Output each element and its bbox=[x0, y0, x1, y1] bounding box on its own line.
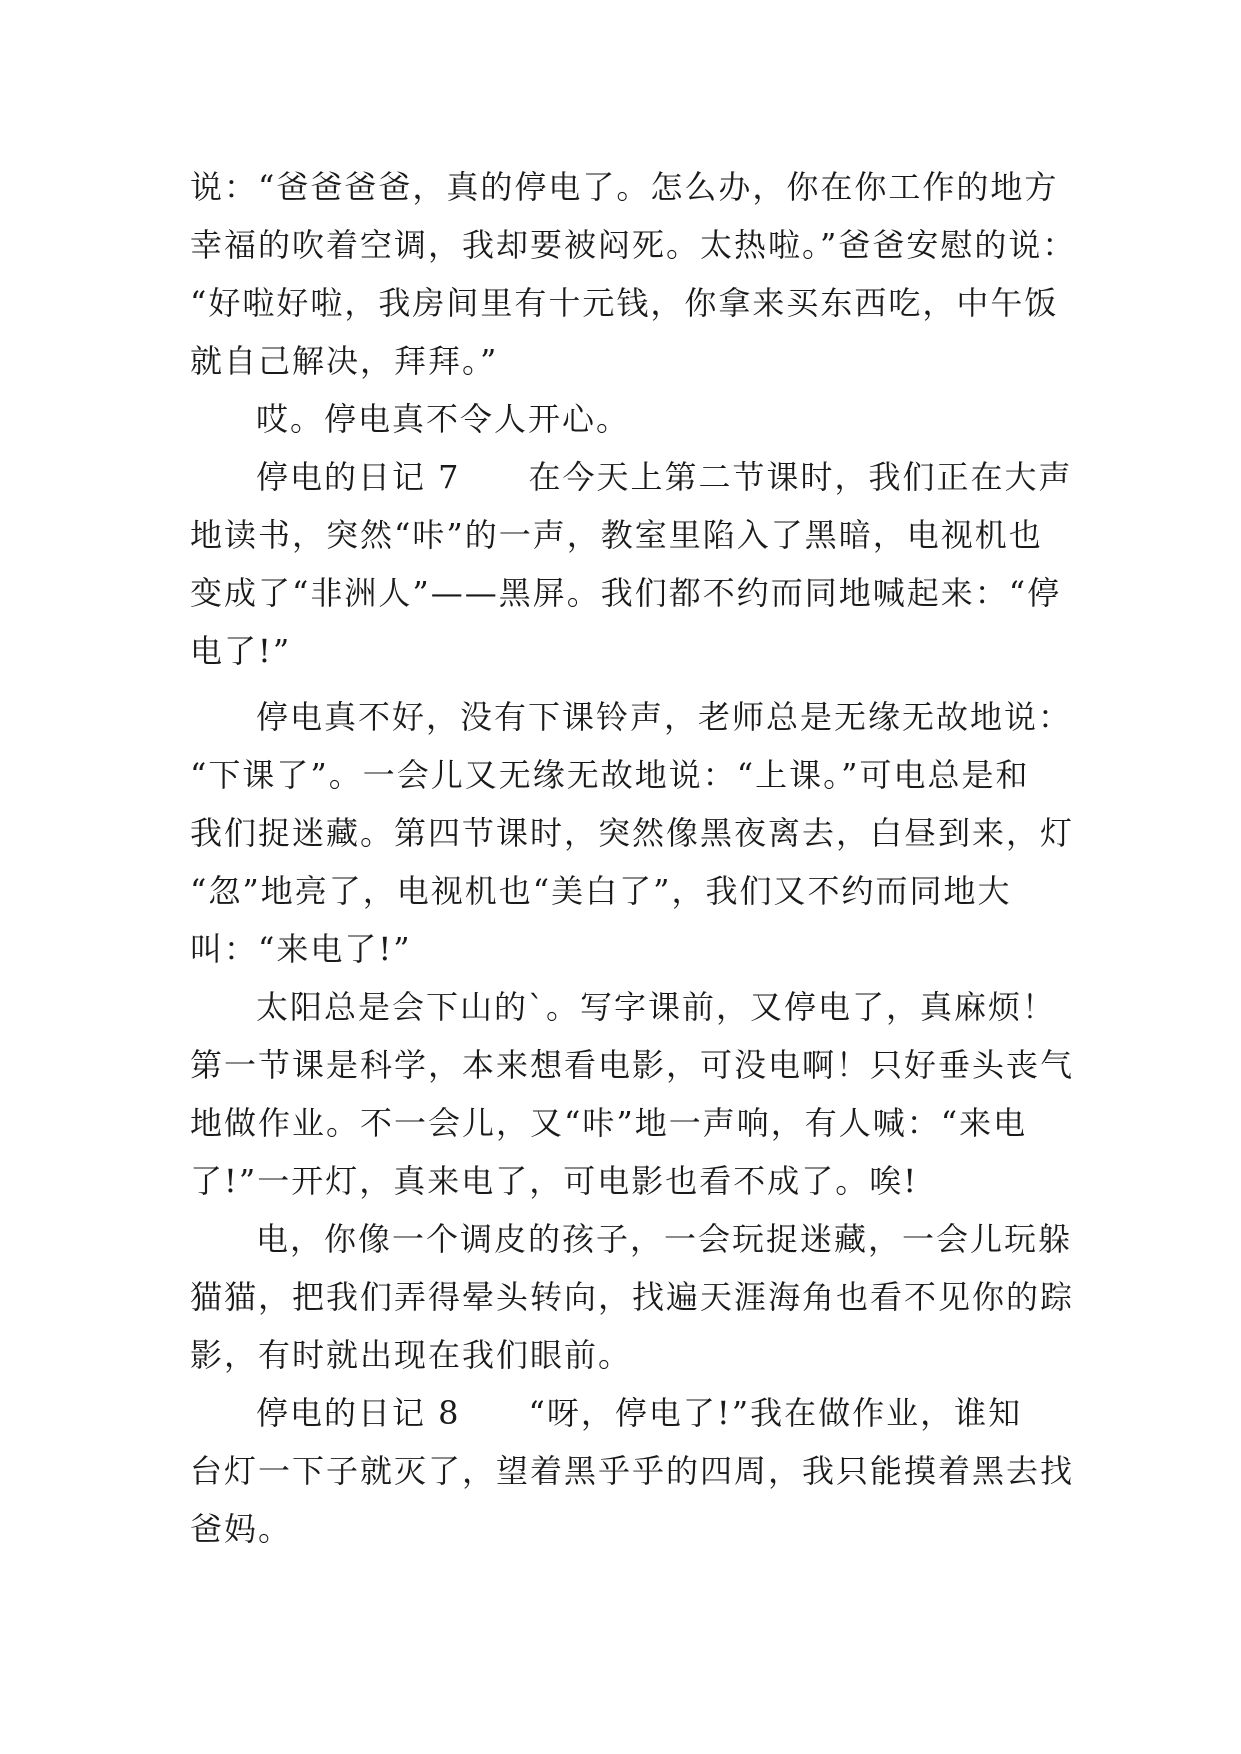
text-line: 台灯一下子就灭了，望着黑乎乎的四周，我只能摸着黑去找 bbox=[190, 1452, 1075, 1490]
diary-heading-line: 停电的日记 7 在今天上第二节课时，我们正在大声 bbox=[256, 458, 1073, 496]
text-line: “好啦好啦，我房间里有十元钱，你拿来买东西吃，中午饭 bbox=[190, 284, 1059, 322]
text-line: 第一节课是科学，本来想看电影，可没电啊！只好垂头丧气 bbox=[190, 1046, 1075, 1084]
diary-heading-line: 停电的日记 8 “呀，停电了!”我在做作业，谁知 bbox=[256, 1394, 1023, 1432]
text-line: 叫：“来电了!” bbox=[190, 930, 412, 968]
text-line: 电了!” bbox=[190, 632, 292, 670]
text-line: 就自己解决，拜拜。” bbox=[190, 342, 499, 380]
text-line: “忽”地亮了，电视机也“美白了”，我们又不约而同地大 bbox=[190, 872, 1012, 910]
text-line: 幸福的吹着空调，我却要被闷死。太热啦。”爸爸安慰的说： bbox=[190, 226, 1077, 264]
text-line: 说：“爸爸爸爸，真的停电了。怎么办，你在你工作的地方 bbox=[190, 168, 1059, 206]
text-line: 停电真不好，没有下课铃声，老师总是无缘无故地说： bbox=[256, 698, 1073, 736]
text-line: 变成了“非洲人”——黑屏。我们都不约而同地喊起来：“停 bbox=[190, 574, 1062, 612]
text-line: 太阳总是会下山的`。写字课前，又停电了，真麻烦！ bbox=[256, 988, 1057, 1026]
text-line: 我们捉迷藏。第四节课时，突然像黑夜离去，白昼到来，灯 bbox=[190, 814, 1075, 852]
text-line: 了!”一开灯，真来电了，可电影也看不成了。唉! bbox=[190, 1162, 919, 1200]
text-line: 影，有时就出现在我们眼前。 bbox=[190, 1336, 633, 1374]
text-line: 爸妈。 bbox=[190, 1510, 293, 1548]
text-line: 哎。停电真不令人开心。 bbox=[256, 400, 631, 438]
text-line: 电，你像一个调皮的孩子，一会玩捉迷藏，一会儿玩躲 bbox=[256, 1220, 1073, 1258]
text-line: 猫猫，把我们弄得晕头转向，找遍天涯海角也看不见你的踪 bbox=[190, 1278, 1075, 1316]
text-line: 地读书，突然“咔”的一声，教室里陷入了黑暗，电视机也 bbox=[190, 516, 1043, 554]
text-line: 地做作业。不一会儿，又“咔”地一声响，有人喊：“来电 bbox=[190, 1104, 1028, 1142]
text-line: “下课了”。一会儿又无缘无故地说：“上课。”可电总是和 bbox=[190, 756, 1030, 794]
document-body bbox=[190, 158, 1077, 1558]
